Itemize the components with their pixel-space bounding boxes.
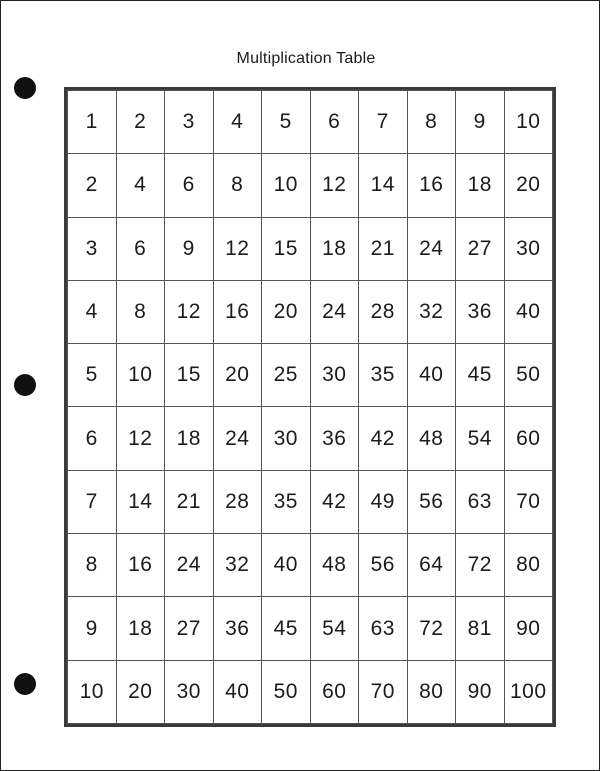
table-cell: 25 [262, 344, 311, 407]
table-cell: 27 [165, 597, 214, 660]
table-cell: 10 [262, 154, 311, 217]
table-cell: 12 [165, 280, 214, 343]
table-cell: 45 [456, 344, 505, 407]
table-cell: 2 [68, 154, 117, 217]
table-cell: 5 [68, 344, 117, 407]
table-cell: 9 [165, 217, 214, 280]
table-cell: 64 [407, 534, 456, 597]
table-cell: 24 [165, 534, 214, 597]
table-cell: 10 [68, 660, 117, 723]
table-cell: 45 [262, 597, 311, 660]
table-cell: 20 [504, 154, 553, 217]
table-row [68, 217, 553, 280]
table-cell: 100 [504, 660, 553, 723]
table-cell: 72 [407, 597, 456, 660]
table-cell: 7 [359, 91, 408, 154]
table-cell: 3 [68, 217, 117, 280]
table-cell: 21 [165, 470, 214, 533]
table-cell: 90 [456, 660, 505, 723]
table-cell: 54 [456, 407, 505, 470]
table-cell: 6 [116, 217, 165, 280]
table-row [68, 154, 553, 217]
table-cell: 90 [504, 597, 553, 660]
table-cell: 27 [456, 217, 505, 280]
table-cell: 72 [456, 534, 505, 597]
table-cell: 30 [165, 660, 214, 723]
table-cell: 16 [116, 534, 165, 597]
table-cell: 42 [310, 470, 359, 533]
table-cell: 6 [310, 91, 359, 154]
table-cell: 49 [359, 470, 408, 533]
table-cell: 7 [68, 470, 117, 533]
table-row [68, 470, 553, 533]
table-cell: 20 [262, 280, 311, 343]
table-cell: 12 [213, 217, 262, 280]
table-cell: 28 [359, 280, 408, 343]
table-cell: 21 [359, 217, 408, 280]
table-row [68, 407, 553, 470]
table-cell: 36 [213, 597, 262, 660]
table-row [68, 91, 553, 154]
table-cell: 14 [116, 470, 165, 533]
table-cell: 6 [165, 154, 214, 217]
table-cell: 2 [116, 91, 165, 154]
table-cell: 9 [68, 597, 117, 660]
table-cell: 36 [456, 280, 505, 343]
table-row [68, 597, 553, 660]
table-row [68, 344, 553, 407]
table-cell: 12 [310, 154, 359, 217]
table-cell: 56 [407, 470, 456, 533]
table-cell: 54 [310, 597, 359, 660]
table-cell: 80 [407, 660, 456, 723]
table-cell: 5 [262, 91, 311, 154]
table-cell: 8 [68, 534, 117, 597]
multiplication-table [67, 90, 553, 724]
table-cell: 81 [456, 597, 505, 660]
table-cell: 4 [213, 91, 262, 154]
table-cell: 30 [262, 407, 311, 470]
table-cell: 30 [504, 217, 553, 280]
table-cell: 8 [116, 280, 165, 343]
table-cell: 63 [359, 597, 408, 660]
table-cell: 15 [165, 344, 214, 407]
table-cell: 10 [116, 344, 165, 407]
table-cell: 35 [262, 470, 311, 533]
table-cell: 80 [504, 534, 553, 597]
table-cell: 36 [310, 407, 359, 470]
table-cell: 50 [504, 344, 553, 407]
table-cell: 48 [407, 407, 456, 470]
table-cell: 40 [213, 660, 262, 723]
table-cell: 20 [116, 660, 165, 723]
table-cell: 1 [68, 91, 117, 154]
table-cell: 9 [456, 91, 505, 154]
table-cell: 15 [262, 217, 311, 280]
table-cell: 32 [213, 534, 262, 597]
table-cell: 24 [407, 217, 456, 280]
table-row [68, 280, 553, 343]
table-cell: 63 [456, 470, 505, 533]
table-cell: 40 [262, 534, 311, 597]
table-cell: 16 [407, 154, 456, 217]
table-cell: 3 [165, 91, 214, 154]
table-cell: 4 [116, 154, 165, 217]
table-cell: 24 [310, 280, 359, 343]
table-cell: 42 [359, 407, 408, 470]
table-cell: 35 [359, 344, 408, 407]
table-cell: 16 [213, 280, 262, 343]
binder-hole-icon [14, 374, 36, 396]
table-cell: 40 [504, 280, 553, 343]
table-cell: 60 [310, 660, 359, 723]
table-row [68, 534, 553, 597]
table-row [68, 660, 553, 723]
table-cell: 8 [407, 91, 456, 154]
page-title: Multiplication Table [236, 50, 376, 67]
table-cell: 50 [262, 660, 311, 723]
table-body [68, 91, 553, 724]
table-cell: 48 [310, 534, 359, 597]
table-cell: 70 [504, 470, 553, 533]
table-cell: 18 [456, 154, 505, 217]
table-cell: 30 [310, 344, 359, 407]
binder-hole-icon [14, 673, 36, 695]
table-cell: 18 [116, 597, 165, 660]
table-cell: 8 [213, 154, 262, 217]
table-cell: 60 [504, 407, 553, 470]
table-cell: 28 [213, 470, 262, 533]
multiplication-table-frame [64, 87, 556, 727]
table-cell: 10 [504, 91, 553, 154]
table-cell: 18 [310, 217, 359, 280]
table-cell: 70 [359, 660, 408, 723]
table-cell: 20 [213, 344, 262, 407]
table-cell: 24 [213, 407, 262, 470]
table-cell: 56 [359, 534, 408, 597]
table-cell: 40 [407, 344, 456, 407]
table-cell: 14 [359, 154, 408, 217]
table-cell: 6 [68, 407, 117, 470]
table-cell: 12 [116, 407, 165, 470]
table-cell: 32 [407, 280, 456, 343]
binder-hole-icon [14, 77, 36, 99]
table-cell: 18 [165, 407, 214, 470]
table-cell: 4 [68, 280, 117, 343]
